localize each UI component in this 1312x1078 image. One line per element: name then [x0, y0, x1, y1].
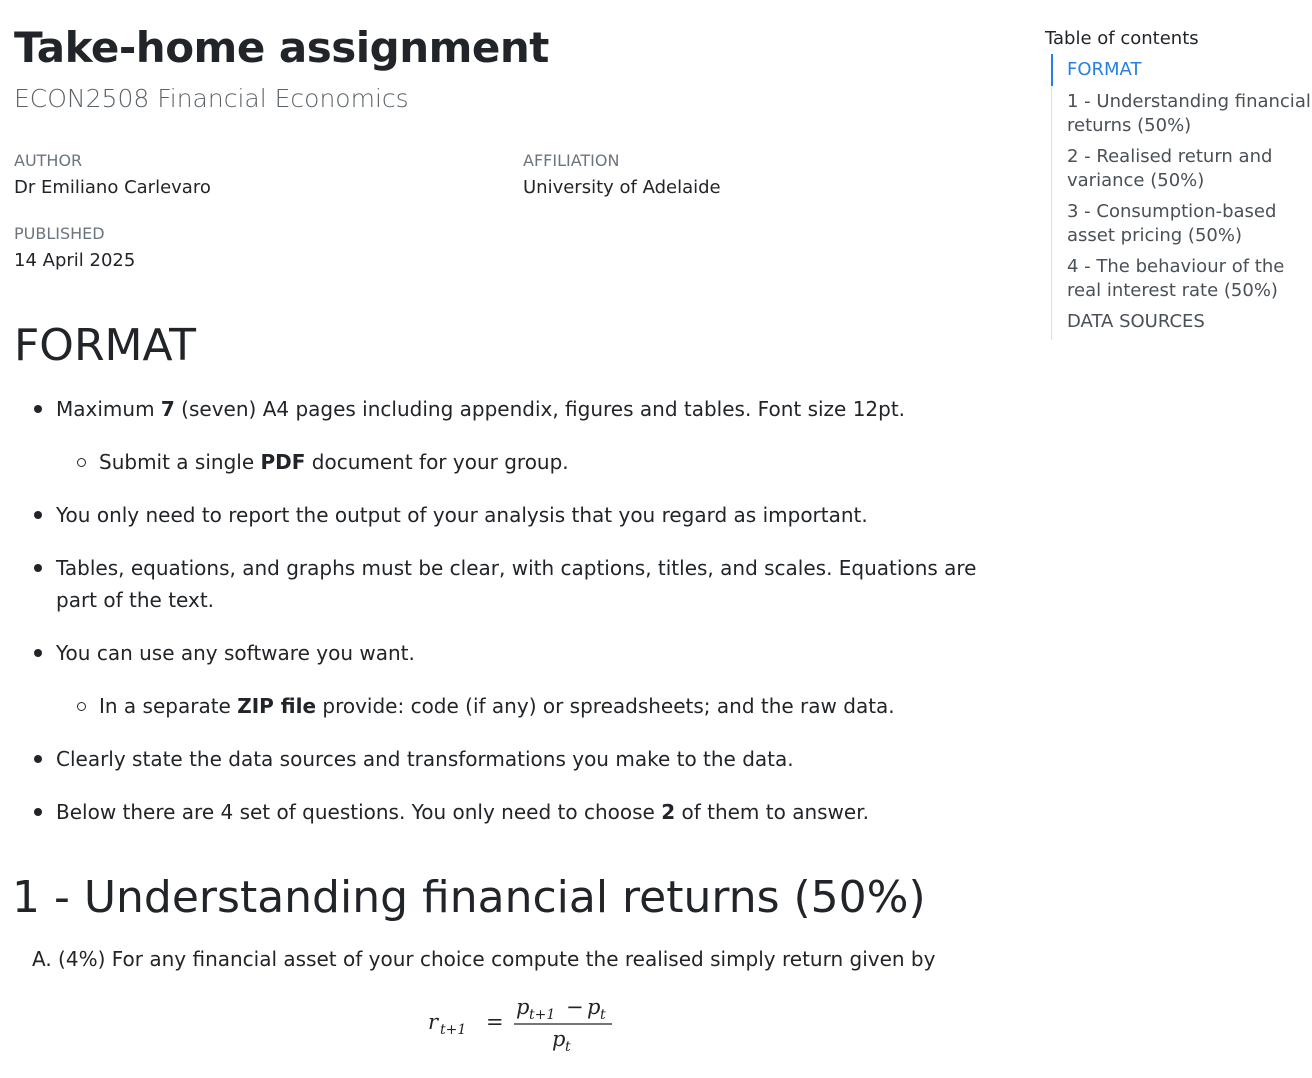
- toc-item-section-2[interactable]: 2 - Realised return and variance (50%): [1067, 146, 1273, 191]
- toc-list: [1051, 54, 1312, 340]
- published-value: 14 April 2025: [14, 250, 136, 271]
- section-heading-1: 1 - Understanding financial returns (50%): [12, 872, 926, 923]
- bullet-dot-icon: [34, 649, 42, 657]
- eq-lhs-var: r: [428, 1010, 439, 1034]
- bullet-dot-icon: [34, 405, 42, 413]
- eq-minus: −: [566, 995, 584, 1019]
- bullet-dot-icon: [34, 808, 42, 816]
- question-a: A. (4%) For any financial asset of your choice compute the realised simply return given by: [32, 947, 936, 971]
- toc-title: Table of contents: [1045, 28, 1199, 49]
- list-item: Maximum 7 (seven) A4 pages including appendix, figures and tables. Font size 12pt.: [56, 393, 1016, 425]
- bullet-dot-icon: [34, 755, 42, 763]
- section-heading-format: FORMAT: [14, 320, 197, 371]
- eq-num-p1-sub: t+1: [529, 1007, 556, 1023]
- list-item: Tables, equations, and graphs must be clear, with captions, titles, and scales. Equations are part of the text.: [56, 552, 1016, 616]
- list-item: Submit a single PDF document for your group.: [99, 446, 999, 478]
- list-item: In a separate ZIP file provide: code (if any) or spreadsheets; and the raw data.: [99, 690, 999, 722]
- affiliation-label: AFFILIATION: [523, 151, 620, 170]
- eq-den-sub: t: [565, 1039, 571, 1055]
- toc-item-section-1[interactable]: 1 - Understanding financial returns (50%): [1067, 91, 1311, 136]
- author-value: Dr Emiliano Carlevaro: [14, 177, 211, 198]
- toc-item-format[interactable]: FORMAT: [1067, 59, 1142, 80]
- toc-item-data-sources[interactable]: DATA SOURCES: [1067, 311, 1205, 332]
- eq-num-p2-sub: t: [600, 1007, 606, 1023]
- return-equation: [424, 993, 624, 1055]
- author-label: AUTHOR: [14, 151, 83, 170]
- toc-active-indicator: [1051, 54, 1053, 86]
- published-label: PUBLISHED: [14, 224, 105, 243]
- eq-lhs-sub: t+1: [440, 1022, 467, 1038]
- list-item: Clearly state the data sources and transformations you make to the data.: [56, 743, 1016, 775]
- bullet-circle-icon: [77, 458, 86, 467]
- toc-item-section-3[interactable]: 3 - Consumption-based asset pricing (50%): [1067, 201, 1277, 246]
- bullet-circle-icon: [77, 702, 86, 711]
- eq-den-p: p: [552, 1027, 566, 1051]
- table-of-contents: [1045, 28, 1312, 332]
- bullet-dot-icon: [34, 564, 42, 572]
- eq-num-p1: p: [516, 995, 530, 1019]
- eq-num-p2: p: [587, 995, 601, 1019]
- list-item: You can use any software you want.: [56, 637, 1016, 669]
- list-item: Below there are 4 set of questions. You only need to choose 2 of them to answer.: [56, 796, 1016, 828]
- page-subtitle: ECON2508 Financial Economics: [14, 84, 409, 113]
- affiliation-value: University of Adelaide: [523, 177, 721, 198]
- bullet-dot-icon: [34, 511, 42, 519]
- list-item: You only need to report the output of your analysis that you regard as important.: [56, 499, 1016, 531]
- page-title: Take-home assignment: [14, 23, 549, 72]
- eq-equals: =: [486, 1010, 504, 1034]
- toc-item-section-4[interactable]: 4 - The behaviour of the real interest rate (50%): [1067, 256, 1285, 301]
